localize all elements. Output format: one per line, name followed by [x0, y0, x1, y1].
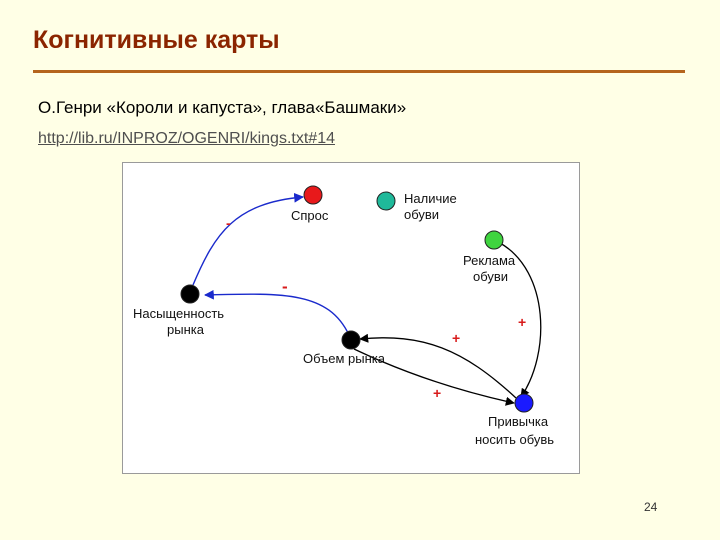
cognitive-map-diagram [122, 162, 580, 474]
node-label-nasyshchennost-1: Насыщенность [133, 306, 225, 321]
slide-title: Когнитивные карты [33, 26, 280, 54]
edge-sign-nasyshchennost-spros: - [226, 215, 231, 231]
node-label-nasyshchennost-2: рынка [167, 322, 204, 337]
node-label-obem: Объем рынка [303, 351, 385, 366]
edge-sign-reklama-privychka: + [518, 314, 527, 330]
node-nalichie [377, 192, 395, 210]
title-divider [33, 70, 685, 73]
node-label-spros: Спрос [291, 208, 329, 223]
edge-nasyshchennost-to-spros [193, 197, 303, 285]
node-label-privychka-2: носить обувь [475, 432, 555, 447]
node-privychka [515, 394, 533, 412]
page-number: 24 [644, 500, 658, 514]
edge-sign-obem-nasyshchennost: - [282, 277, 288, 296]
node-label-reklama-2: обуви [473, 269, 509, 284]
node-reklama [485, 231, 503, 249]
node-obem [342, 331, 360, 349]
node-label-nalichie-2: обуви [404, 207, 440, 222]
slide-subtitle: О.Генри «Короли и капуста», глава«Башмаки» [38, 98, 407, 117]
node-label-nalichie-1: Наличие [404, 191, 457, 206]
edge-sign-privychka-obem: + [452, 330, 461, 346]
source-link[interactable]: http://lib.ru/INPROZ/OGENRI/kings.txt#14 [38, 130, 335, 147]
node-label-privychka-1: Привычка [488, 414, 549, 429]
node-nasyshchennost [181, 285, 199, 303]
node-label-reklama-1: Реклама [463, 253, 516, 268]
node-spros [304, 186, 322, 204]
edge-obem-to-nasyshchennost [205, 294, 349, 335]
edge-sign-obem-privychka: + [433, 385, 442, 401]
cognitive-map-svg [123, 163, 579, 473]
